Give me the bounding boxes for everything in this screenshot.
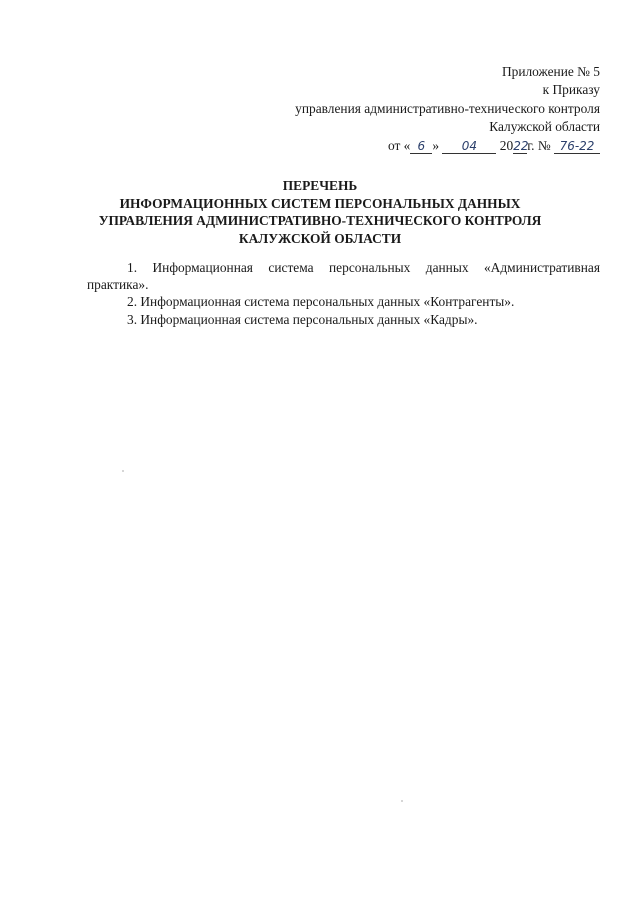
date-prefix: от « (387, 137, 411, 153)
order-reference: к Приказу (542, 82, 600, 98)
title-line-4: КАЛУЖСКОЙ ОБЛАСТИ (238, 230, 402, 246)
list-item: 3. Информационная система персональных данных «Кадры». (127, 311, 478, 327)
appendix-number: Приложение № 5 (501, 64, 600, 79)
title-line-2: ИНФОРМАЦИОННЫХ СИСТЕМ ПЕРСОНАЛЬНЫХ ДАННЫХ (119, 195, 521, 211)
issuing-region: Калужской области (489, 119, 600, 135)
order-number-label: г. № (527, 137, 551, 153)
date-mid: » (432, 137, 440, 153)
order-number-handwritten: 76-22 (554, 140, 600, 154)
systems-list (87, 259, 600, 328)
issuing-department: управления административно-технического контроля (295, 100, 600, 116)
list-item: 2. Информационная система персональных данных «Контрагенты». (127, 294, 515, 310)
document-title (0, 177, 640, 247)
title-line-3: УПРАВЛЕНИЯ АДМИНИСТРАТИВНО-ТЕХНИЧЕСКОГО КОНТРОЛЯ (98, 213, 542, 229)
appendix-header (295, 63, 600, 155)
date-year-handwritten: 22 (513, 138, 529, 153)
order-date-line (295, 137, 600, 155)
list-item: 1. Информационная система персональных данных «Административная практика». (87, 260, 600, 293)
date-month-handwritten: 04 (442, 140, 496, 154)
title-line-1: ПЕРЕЧЕНЬ (282, 178, 358, 193)
scan-speck (401, 800, 403, 802)
date-day-handwritten: 6 (410, 140, 432, 154)
scan-speck (122, 470, 124, 472)
date-year-prefix: 20 (499, 137, 514, 153)
